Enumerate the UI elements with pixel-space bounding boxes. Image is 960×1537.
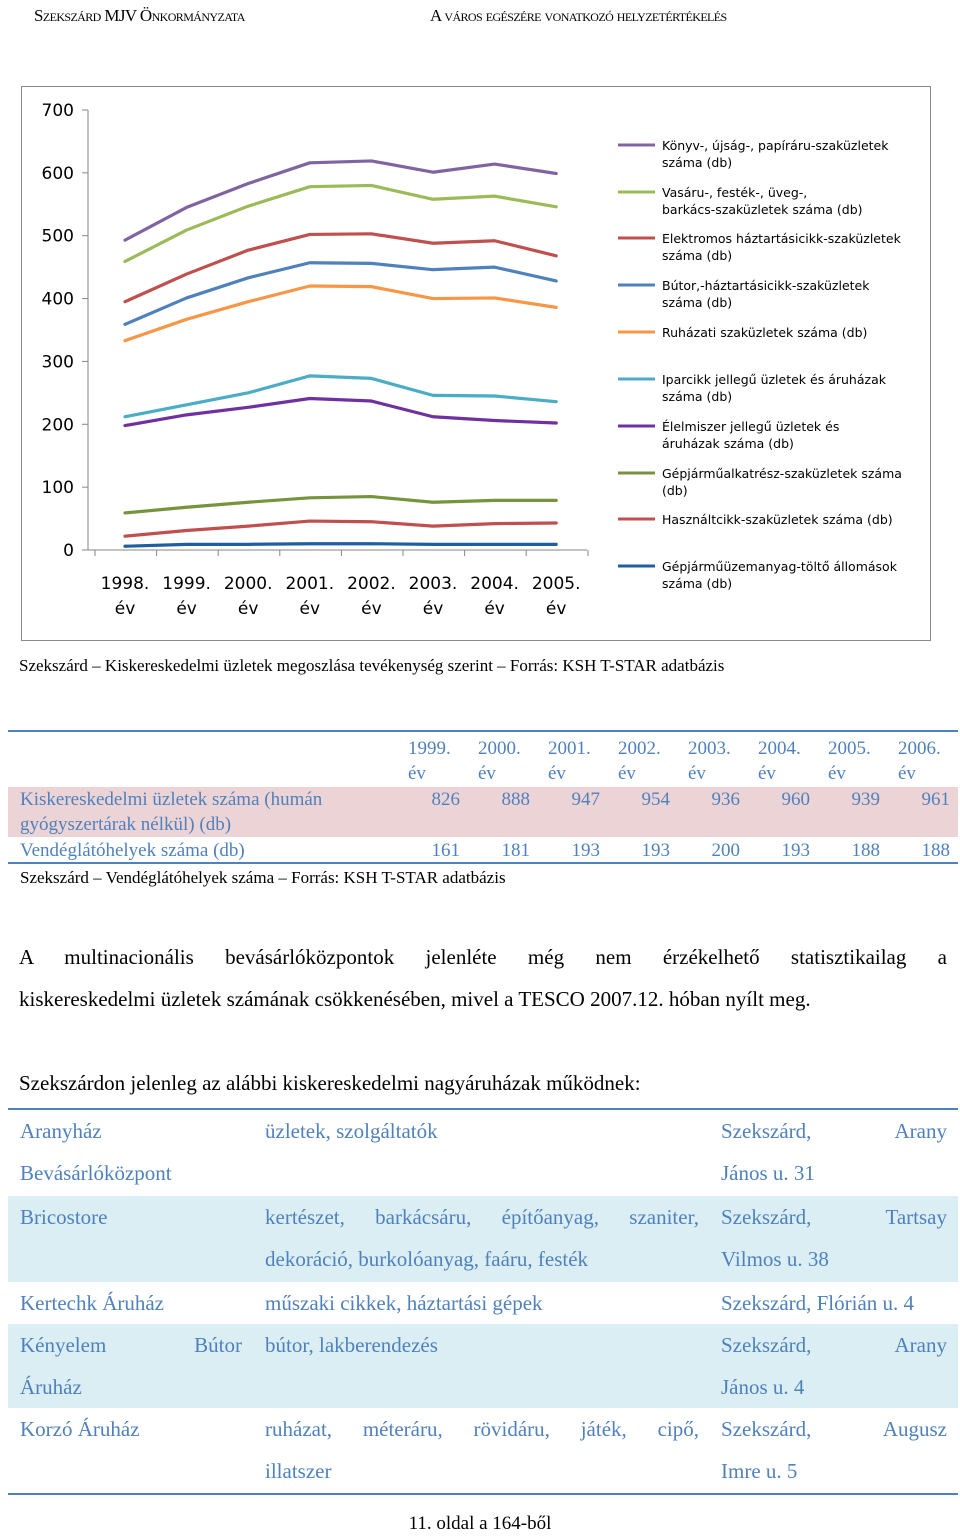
store-name [20, 1408, 242, 1450]
series-line [125, 185, 556, 261]
series-line [125, 544, 556, 547]
stats-cell: 826 [431, 789, 460, 810]
stats-cell: 193 [641, 840, 670, 861]
x-tick-label: 2005. [531, 574, 581, 594]
stats-year-number: 2001. [548, 738, 591, 759]
store-description-line: műszaki cikkek, háztartási gépek [265, 1291, 543, 1315]
x-tick-label: 2003. [408, 574, 458, 594]
legend-label: Vasáru-, festék-, üveg-, [662, 185, 808, 200]
stats-year-number: 2005. [828, 738, 871, 759]
legend-label: száma (db) [662, 155, 733, 170]
store-address-line: Szekszárd, Arany [721, 1333, 947, 1357]
store-address [721, 1110, 947, 1194]
store-name-line: Kényelem Bútor [20, 1333, 242, 1357]
stats-year-heading [618, 736, 682, 786]
store-name-line: Bevásárlóközpont [20, 1161, 172, 1185]
store-description-line: illatszer [265, 1459, 332, 1483]
store-description [265, 1282, 699, 1324]
header-right: A város egészére vonatkozó helyzetértékelés [430, 6, 727, 25]
stats-cell: 188 [851, 840, 880, 861]
stats-cell: 200 [711, 840, 740, 861]
store-description [265, 1110, 699, 1152]
store-name [20, 1324, 242, 1408]
y-tick-label: 500 [41, 226, 74, 247]
stats-cell: 161 [431, 840, 460, 861]
store-row [8, 1282, 958, 1324]
legend-label: áruházak száma (db) [662, 436, 794, 451]
stats-cell: 960 [781, 789, 810, 810]
x-tick-label: év [299, 599, 321, 619]
stats-year-heading [828, 736, 892, 786]
stats-row-1-label-1: Kiskereskedelmi üzletek száma (humán [20, 789, 323, 810]
page-number: 11. oldal a 164-ből [408, 1513, 552, 1534]
series-line [125, 286, 556, 341]
stats-cell: 181 [501, 840, 530, 861]
legend-label: Használtcikk-szaküzletek száma (db) [662, 512, 893, 527]
store-address-line: János u. 31 [721, 1161, 815, 1185]
legend-label: Ruházati szaküzletek száma (db) [662, 325, 868, 340]
stats-year-number: 2003. [688, 738, 731, 759]
y-tick-label: 100 [41, 478, 74, 499]
y-tick-label: 200 [41, 415, 74, 436]
store-name [20, 1282, 242, 1324]
store-name-line: Áruház [20, 1375, 82, 1399]
series-line [125, 521, 556, 536]
stats-year-unit: év [828, 763, 846, 784]
x-tick-label: 1998. [100, 574, 150, 594]
x-tick-label: év [176, 599, 197, 619]
legend-label: barkács-szaküzletek száma (db) [662, 202, 863, 217]
y-tick-label: 700 [41, 101, 74, 121]
paragraph-text-1: A multinacionális bevásárlóközpontok jelenléte még nem érzékelhető statisztikailag a [19, 945, 947, 969]
stats-cell: 888 [501, 789, 530, 810]
y-tick-label: 400 [41, 289, 74, 310]
store-address-line: Imre u. 5 [721, 1459, 798, 1483]
y-tick-label: 300 [41, 352, 74, 373]
store-name-line: Korzó Áruház [20, 1417, 140, 1441]
store-description [265, 1408, 699, 1492]
store-address [721, 1282, 947, 1324]
x-tick-label: 2001. [285, 574, 335, 594]
legend-label: száma (db) [662, 389, 733, 404]
legend-label: Élelmiszer jellegű üzletek és [662, 419, 840, 434]
store-address [721, 1196, 947, 1280]
line-chart [21, 86, 931, 641]
stats-row-2-label: Vendéglátóhelyek száma (db) [20, 840, 245, 861]
store-description [265, 1196, 699, 1280]
stats-cell: 188 [921, 840, 950, 861]
x-tick-label: 1999. [162, 574, 211, 594]
stats-year-unit: év [478, 763, 496, 784]
store-description [265, 1324, 699, 1366]
stats-year-heading [758, 736, 822, 786]
store-address [721, 1408, 947, 1492]
x-tick-label: év [361, 599, 382, 619]
stats-year-number: 1999. [408, 738, 451, 759]
legend-label: Elektromos háztartásicikk-szaküzletek [662, 231, 901, 246]
stats-year-heading [478, 736, 542, 786]
stats-year-unit: év [618, 763, 636, 784]
store-row [8, 1324, 958, 1408]
x-tick-label: év [237, 599, 259, 619]
stats-top-rule [8, 730, 958, 732]
y-tick-label: 0 [63, 541, 74, 561]
legend-label: száma (db) [662, 576, 733, 591]
stats-year-number: 2004. [758, 738, 801, 759]
legend-label: Iparcikk jellegű üzletek és áruházak [662, 372, 886, 387]
x-tick-label: 2000. [223, 574, 273, 594]
store-name [20, 1196, 242, 1238]
stats-cell: 961 [921, 789, 950, 810]
chart-svg [22, 87, 932, 642]
store-description-line: ruházat, méteráru, rövidáru, játék, cipő, [265, 1417, 699, 1441]
legend-label: Könyv-, újság-, papíráru-szaküzletek [662, 138, 889, 153]
stats-year-unit: év [548, 763, 566, 784]
store-description-line: dekoráció, burkolóanyag, faáru, festék [265, 1247, 589, 1271]
stats-year-unit: év [688, 763, 706, 784]
stats-bottom-rule [8, 862, 958, 864]
store-name-line: Kertechk Áruház [20, 1291, 165, 1315]
stats-year-unit: év [898, 763, 916, 784]
store-address-line: Szekszárd, Arany [721, 1119, 947, 1143]
stats-cell: 936 [711, 789, 740, 810]
x-tick-label: év [545, 599, 567, 619]
stores-intro: Szekszárdon jelenleg az alábbi kiskereskedelmi nagyáruházak működnek: [19, 1071, 641, 1095]
store-address-line: Vilmos u. 38 [721, 1247, 829, 1271]
series-line [125, 497, 556, 513]
stats-cell: 954 [641, 789, 670, 810]
x-tick-label: év [422, 599, 444, 619]
store-description-line: bútor, lakberendezés [265, 1333, 438, 1357]
stats-year-unit: év [758, 763, 776, 784]
legend-label: Gépjárműüzemanyag-töltő állomások [662, 559, 897, 574]
legend-label: száma (db) [662, 295, 733, 310]
store-address-line: Szekszárd, Augusz [721, 1417, 947, 1441]
stats-cell: 939 [851, 789, 880, 810]
stats-caption: Szekszárd – Vendéglátóhelyek száma – Forrás: KSH T-STAR adatbázis [20, 868, 506, 887]
store-name-line: Aranyház [20, 1119, 102, 1143]
stats-cell: 947 [571, 789, 600, 810]
store-row [8, 1110, 958, 1196]
stats-cell: 193 [781, 840, 810, 861]
series-line [125, 399, 556, 426]
store-name [20, 1110, 242, 1194]
stats-year-number: 2006. [898, 738, 941, 759]
stats-year-heading [548, 736, 612, 786]
stores-bottom-rule [8, 1493, 958, 1495]
store-row [8, 1408, 958, 1492]
series-line [125, 376, 556, 417]
paragraph-line-1 [19, 936, 947, 978]
stats-row-1-label-2: gyógyszertárak nélkül) (db) [20, 814, 232, 835]
store-description-line: üzletek, szolgáltatók [265, 1119, 438, 1143]
x-tick-label: 2004. [470, 574, 519, 594]
stats-year-number: 2000. [478, 738, 521, 759]
stats-cell: 193 [571, 840, 600, 861]
store-address-line: János u. 4 [721, 1375, 805, 1399]
store-row [8, 1196, 958, 1282]
store-address-line: Szekszárd, Tartsay [721, 1205, 947, 1229]
stats-year-number: 2002. [618, 738, 661, 759]
legend-label: Gépjárműalkatrész-szaküzletek száma [662, 466, 902, 481]
stats-year-heading [688, 736, 752, 786]
legend-label: (db) [662, 483, 688, 498]
chart-caption: Szekszárd – Kiskereskedelmi üzletek megoszlása tevékenység szerint – Forrás: KSH T-STAR adatbázis [19, 656, 725, 675]
store-name-line: Bricostore [20, 1205, 108, 1229]
stats-year-heading [898, 736, 960, 786]
header-left: Szekszárd MJV Önkormányzata [34, 6, 245, 25]
x-tick-label: év [114, 599, 136, 619]
store-description-line: kertészet, barkácsáru, építőanyag, szaniter, [265, 1205, 699, 1229]
stats-year-heading [408, 736, 472, 786]
paragraph-text-2: kiskereskedelmi üzletek számának csökkenésében, mivel a TESCO 2007.12. hóban nyílt meg. [19, 987, 811, 1011]
paragraph-line-2 [19, 978, 947, 1020]
stats-year-unit: év [408, 763, 426, 784]
legend-label: száma (db) [662, 248, 733, 263]
x-tick-label: év [484, 599, 505, 619]
y-tick-label: 600 [41, 163, 74, 184]
legend-label: Bútor,-háztartásicikk-szaküzletek [662, 278, 870, 293]
x-tick-label: 2002. [347, 574, 396, 594]
store-address-line: Szekszárd, Flórián u. 4 [721, 1291, 915, 1315]
store-address [721, 1324, 947, 1408]
